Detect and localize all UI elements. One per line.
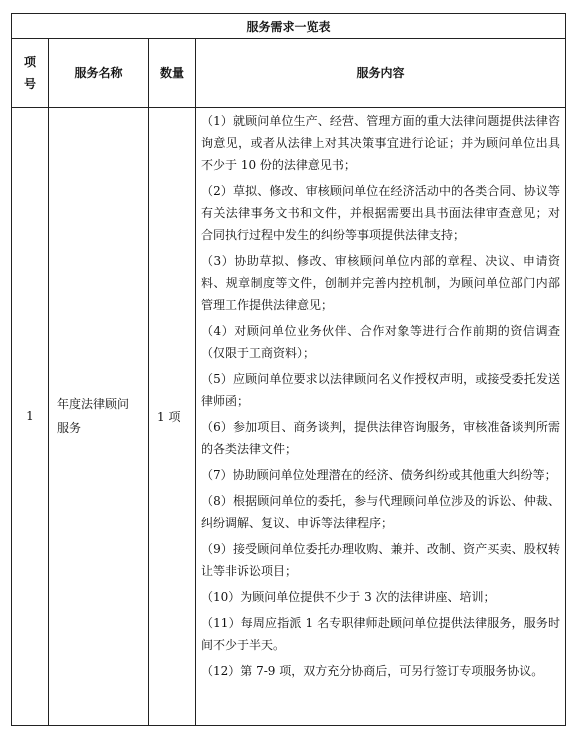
header-index	[12, 38, 48, 107]
row-service-name	[49, 107, 148, 725]
content-item: （12）第 7-9 项，双方充分协商后，可另行签订专项服务协议。	[201, 664, 544, 678]
divider	[195, 38, 196, 725]
content-item: （9）接受顾问单位委托办理收购、兼并、改制、资产买卖、股权转让等非诉讼项目；	[201, 542, 560, 578]
header-service-name: 服务名称	[74, 66, 123, 80]
header-quantity: 数量	[159, 66, 184, 80]
row-quantity: 1 项	[157, 409, 181, 424]
header-index-line1: 项	[23, 54, 36, 69]
content-item: （4）对顾问单位业务伙伴、合作对象等进行合作前期的资信调查（仅限于工商资料）；	[201, 324, 560, 360]
header-service-content: 服务内容	[356, 66, 405, 80]
content-item: （6）参加项目、商务谈判，提供法律咨询服务，审核准备谈判所需的各类法律文件；	[201, 420, 560, 456]
content-item: （7）协助顾问单位处理潜在的经济、债务纠纷或其他重大纠纷等；	[201, 468, 557, 482]
content-item: （8）根据顾问单位的委托，参与代理顾问单位涉及的诉讼、仲裁、纠纷调解、复议、申诉等法律程序；	[201, 494, 560, 530]
content-item: （11）每周应指派 1 名专职律师赴顾问单位提供法律服务，服务时间不少于半天。	[201, 616, 560, 652]
content-item: （1）就顾问单位生产、经营、管理方面的重大法律问题提供法律咨询意见，或者从法律上对其决策事宜进行论证；并为顾问单位出具不少于 10 份的法律意见书；	[201, 114, 560, 172]
row-service-content	[201, 110, 560, 686]
row-index: 1	[26, 409, 34, 423]
content-item: （2）草拟、修改、审核顾问单位在经济活动中的各类合同、协议等有关法律事务文书和文件，并根据需要出具书面法律审查意见；对合同执行过程中发生的纠纷等事项提供法律支持；	[201, 184, 560, 242]
row-service-name-line1: 年度法律顾问	[57, 397, 130, 411]
table-title: 服务需求一览表	[246, 19, 331, 34]
content-item: （10）为顾问单位提供不少于 3 次的法律讲座、培训；	[201, 590, 496, 604]
service-requirements-table	[11, 13, 566, 726]
header-index-line2: 号	[23, 76, 36, 91]
content-item: （3）协助草拟、修改、审核顾问单位内部的章程、决议、申请资料、规章制度等文件，创制并完善内控机制，为顾问单位部门内部管理工作提供法律意见；	[201, 254, 560, 312]
row-service-name-line2: 服务	[57, 421, 82, 435]
content-item: （5）应顾问单位要求以法律顾问名义作授权声明，或接受委托发送律师函；	[201, 372, 560, 408]
